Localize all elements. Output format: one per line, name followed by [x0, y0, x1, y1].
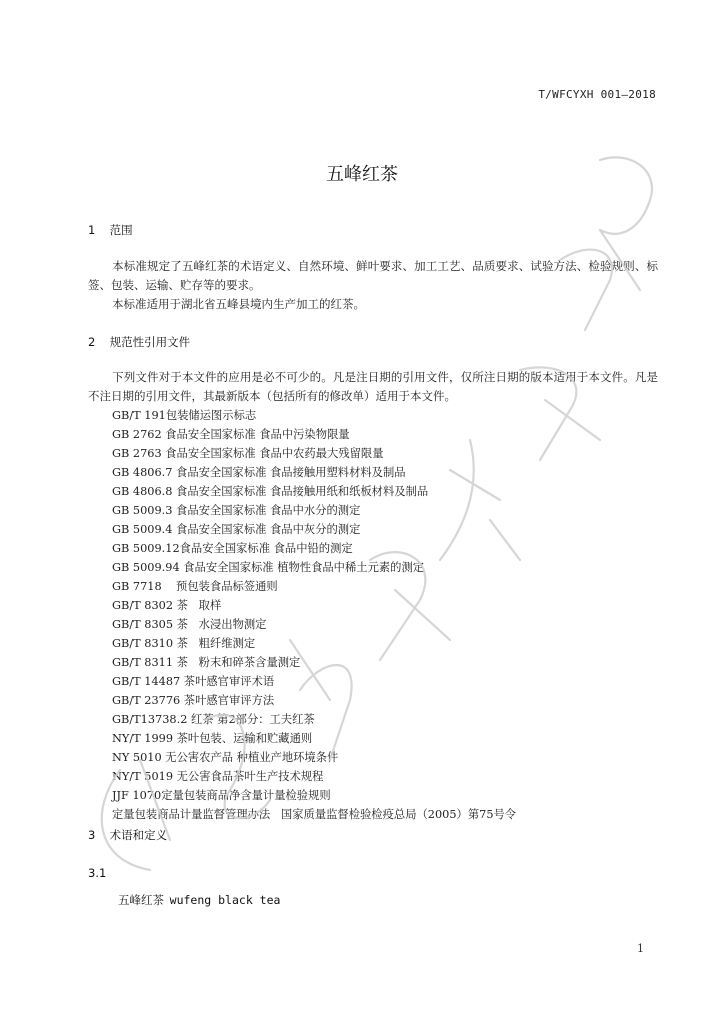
reference-item: 定量包装商品计量监督管理办法 国家质量监督检验检疫总局（2005）第75号令 [112, 808, 517, 821]
section-2-intro: 下列文件对于本文件的应用是必不可少的。凡是注日期的引用文件，仅所注日期的版本适用于本文件。凡是不注日期的引用文件，其最新版本（包括所有的修改单）适用于本文件。 [88, 370, 658, 403]
term-english: wufeng black tea [169, 893, 281, 907]
term-entry [118, 892, 280, 908]
reference-item: GB/T 14487 茶叶感官审评术语 [112, 675, 275, 688]
document-title: 五峰红茶 [326, 164, 398, 185]
reference-item: GB 5009.94 食品安全国家标准 植物性食品中稀土元素的测定 [112, 561, 425, 574]
reference-item: GB 5009.4 食品安全国家标准 食品中灰分的测定 [112, 523, 361, 536]
reference-list [112, 406, 516, 824]
reference-item: GB/T 191包装储运图示标志 [112, 409, 257, 422]
reference-item: NY/T 5019 无公害食品茶叶生产技术规程 [112, 770, 324, 783]
reference-item: GB/T 8302 茶 取样 [112, 599, 222, 612]
section-2-title: 规范性引用文件 [109, 335, 191, 349]
reference-item: GB 7718 预包装食品标签通则 [112, 580, 278, 593]
reference-item: GB 4806.8 食品安全国家标准 食品接触用纸和纸板材料及制品 [112, 485, 429, 498]
section-1-title: 范围 [109, 223, 133, 237]
section-1-paragraph-2: 本标准适用于湖北省五峰县境内生产加工的红茶。 [112, 297, 365, 311]
reference-item: GB 2763 食品安全国家标准 食品中农药最大残留限量 [112, 447, 384, 460]
subsection-number: 3.1 [88, 866, 107, 880]
section-1-paragraph-1: 本标准规定了五峰红茶的术语定义、自然环境、鲜叶要求、加工工艺、品质要求、试验方法、检验规则、标签、包装、运输、贮存等的要求。 [88, 259, 658, 292]
reference-item: GB 4806.7 食品安全国家标准 食品接触用塑料材料及制品 [112, 466, 406, 479]
reference-item: NY/T 1999 茶叶包装、运输和贮藏通则 [112, 732, 313, 745]
section-3-title: 术语和定义 [109, 828, 168, 842]
reference-item: GB 5009.12食品安全国家标准 食品中铅的测定 [112, 542, 353, 555]
section-3-number: 3 [88, 828, 96, 842]
section-1-number: 1 [88, 223, 96, 237]
reference-item: GB/T13738.2 红茶 第2部分：工夫红茶 [112, 713, 315, 726]
document-code: T/WFCYXH 001—2018 [538, 88, 656, 101]
reference-item: GB/T 8305 茶 水浸出物测定 [112, 618, 267, 631]
page-number: 1 [637, 942, 644, 955]
section-3-heading [88, 827, 167, 843]
reference-item: GB 2762 食品安全国家标准 食品中污染物限量 [112, 428, 350, 441]
section-2-number: 2 [88, 335, 96, 349]
reference-item: JJF 1070定量包装商品净含量计量检验规则 [112, 789, 331, 802]
section-1-heading [88, 222, 133, 238]
reference-item: GB/T 8310 茶 粗纤维测定 [112, 637, 256, 650]
term-chinese: 五峰红茶 [118, 893, 164, 907]
section-2-heading [88, 334, 190, 350]
reference-item: GB/T 8311 茶 粉末和碎茶含量测定 [112, 656, 301, 669]
reference-item: GB/T 23776 茶叶感官审评方法 [112, 694, 275, 707]
reference-item: GB 5009.3 食品安全国家标准 食品中水分的测定 [112, 504, 361, 517]
reference-item: NY 5010 无公害农产品 种植业产地环境条件 [112, 751, 339, 764]
